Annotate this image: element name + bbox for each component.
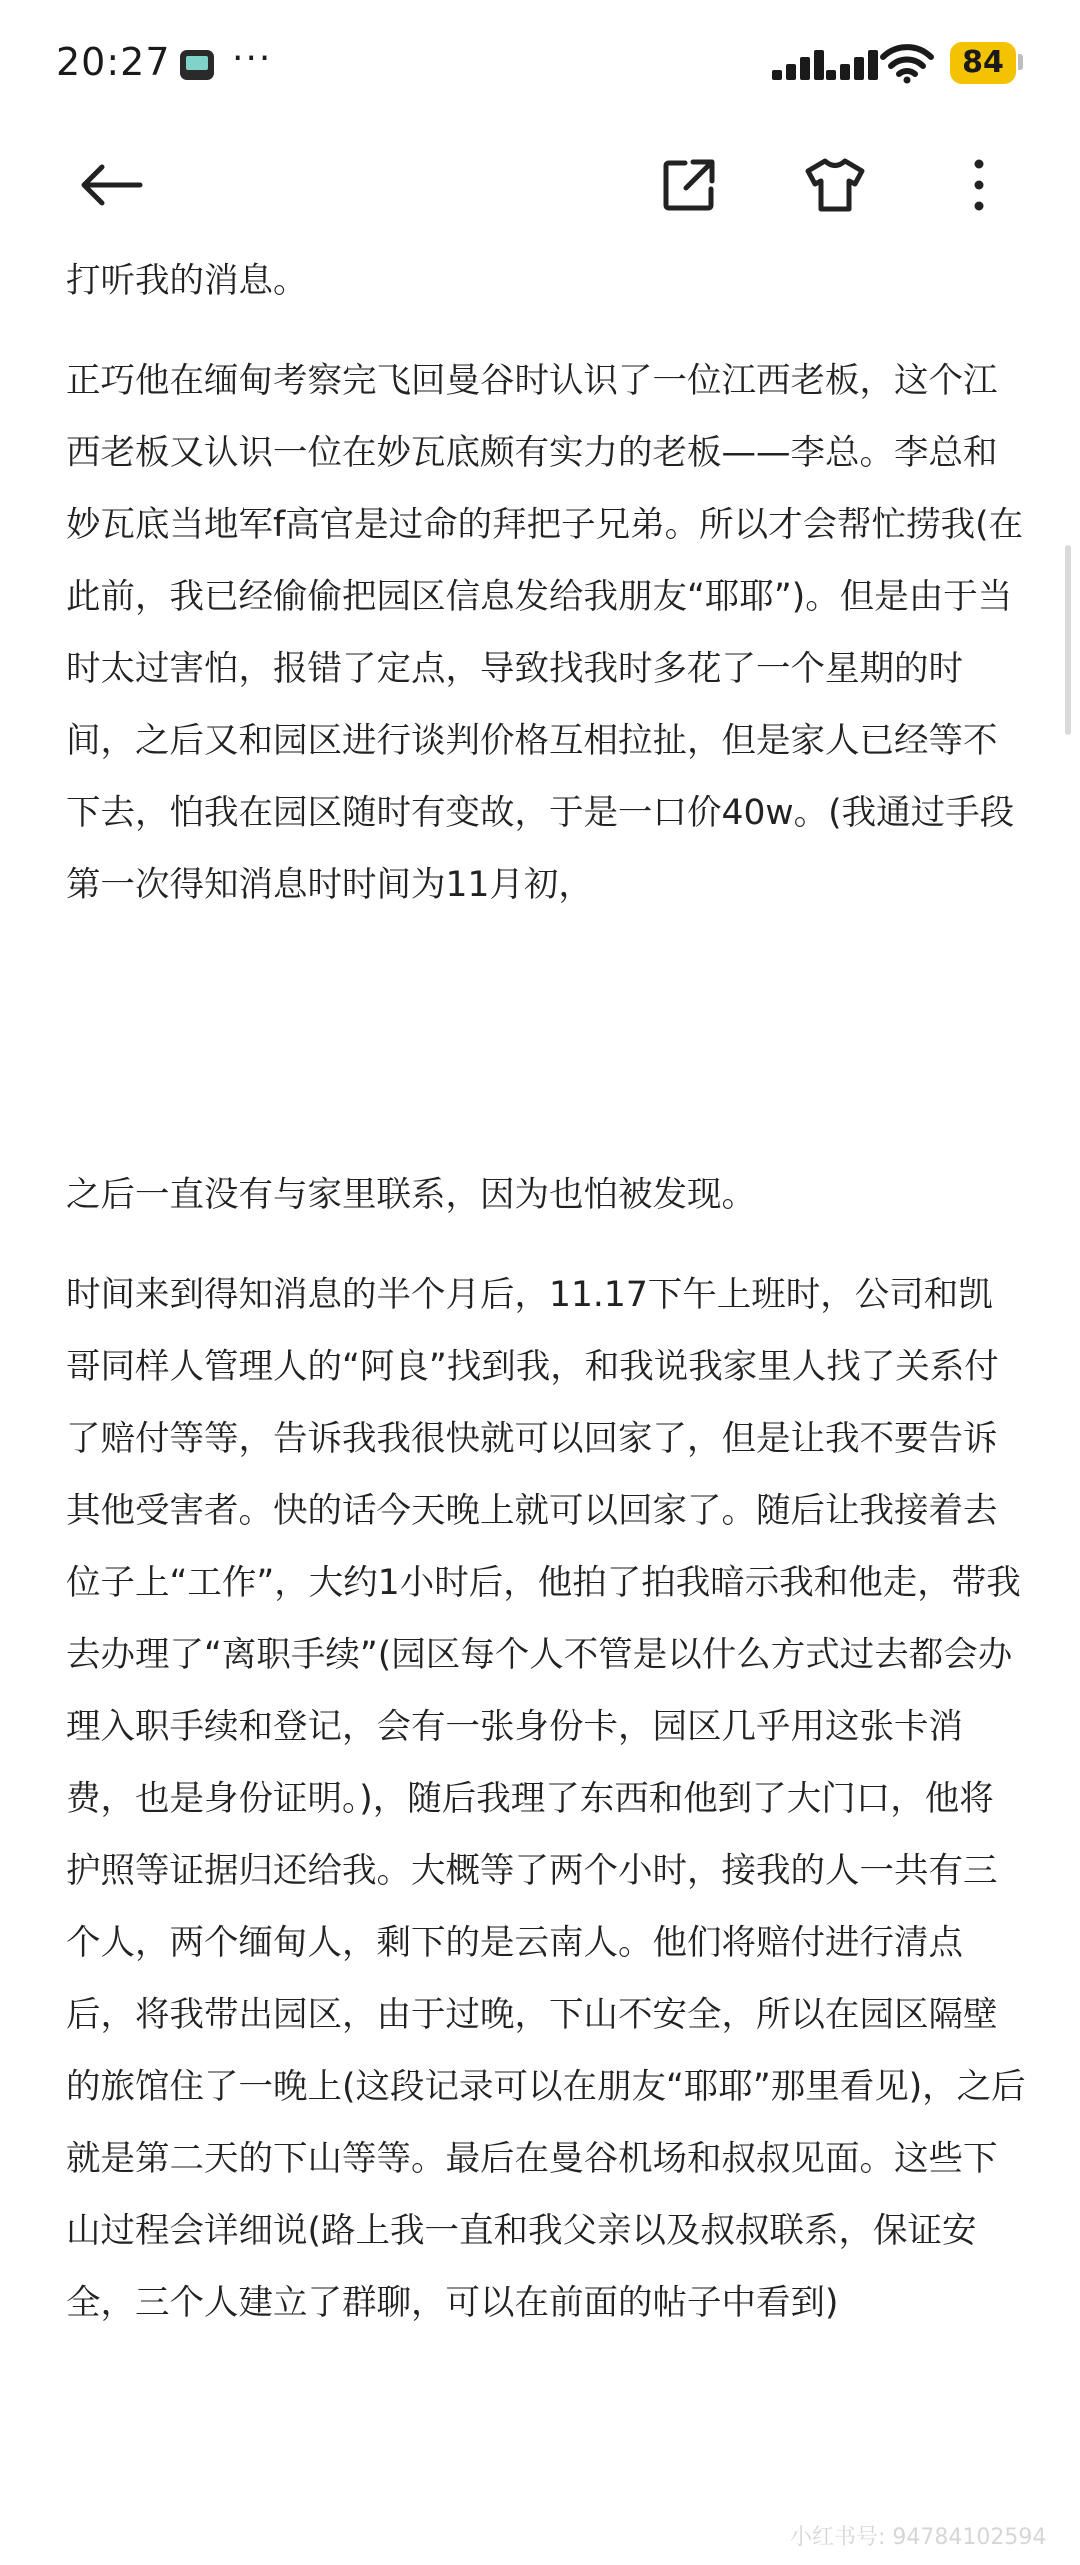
top-toolbar	[0, 130, 1080, 240]
status-bar	[0, 0, 1080, 130]
theme-button[interactable]	[800, 150, 870, 220]
more-notifications-icon: ···	[232, 38, 273, 79]
battery-indicator: 84	[950, 42, 1016, 84]
article-paragraph-2: 正巧他在缅甸考察完飞回曼谷时认识了一位江西老板，这个江西老板又认识一位在妙瓦底颇有实力的老板——李总。李总和妙瓦底当地军f高官是过命的拜把子兄弟。所以才会帮忙捞我(在此前，我已经偷偷把园区信息发给我朋友“耶耶”)。但是由于当时太过害怕，报错了定点，导致找我时多花了一个星期的时间，之后又和园区进行谈判价格互相拉扯，但是家人已经等不下去，怕我在园区随时有变故，于是一口价40w。(我通过手段第一次得知消息时时间为11月初，	[66, 361, 1024, 905]
more-vertical-icon	[969, 157, 989, 213]
redacted-area	[66, 921, 1026, 1131]
wifi-icon	[880, 44, 934, 84]
article-paragraph-3: 之后一直没有与家里联系，因为也怕被发现。	[66, 1175, 756, 1215]
share-external-icon	[661, 157, 717, 213]
article-body	[66, 245, 1026, 2339]
back-button[interactable]	[76, 150, 146, 220]
watermark: 小红书号: 94784102594	[790, 2525, 1047, 2550]
article-paragraph-4: 时间来到得知消息的半个月后，11.17下午上班时，公司和凯哥同样人管理人的“阿良”找到我，和我说我家里人找了关系付了赔付等等，告诉我我很快就可以回家了，但是让我不要告诉其他受害者。快的话今天晚上就可以回家了。随后让我接着去位子上“工作”，大约1小时后，他拍了拍我暗示我和他走，带我去办理了“离职手续”(园区每个人不管是以什么方式过去都会办理入职手续和登记，会有一张身份卡，园区几乎用这张卡消费，也是身份证明。)，随后我理了东西和他到了大门口，他将护照等证据归还给我。大概等了两个小时，接我的人一共有三个人，两个缅甸人，剩下的是云南人。他们将赔付进行清点后，将我带出园区，由于过晚，下山不安全，所以在园区隔壁的旅馆住了一晚上(这段记录可以在朋友“耶耶”那里看见)，之后就是第二天的下山等等。最后在曼谷机场和叔叔见面。这些下山过程会详细说(路上我一直和我父亲以及叔叔联系，保证安全，三个人建立了群聊，可以在前面的帖子中看到)	[66, 1275, 1026, 2323]
scrollbar-thumb[interactable]	[1065, 545, 1071, 735]
battery-tip	[1018, 54, 1023, 70]
tshirt-icon	[804, 157, 866, 213]
share-button[interactable]	[654, 150, 724, 220]
arrow-left-icon	[78, 163, 144, 207]
article-paragraph-1: 打听我的消息。	[66, 261, 308, 301]
more-menu-button[interactable]	[944, 150, 1014, 220]
status-time: 20:27	[56, 40, 171, 84]
app-notification-icon	[180, 50, 214, 80]
